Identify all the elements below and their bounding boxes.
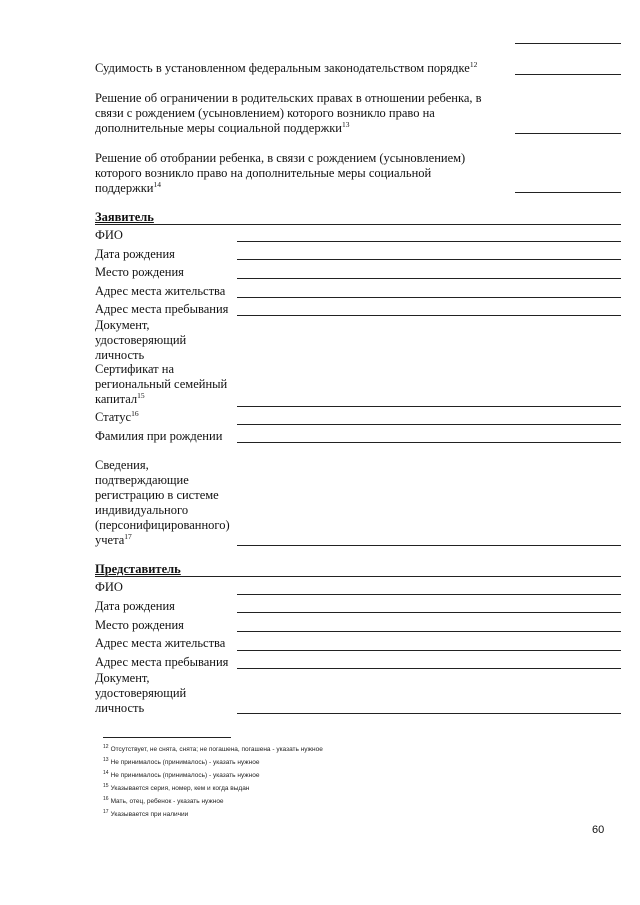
- applicant-id-doc-label: Документ, удостоверяющий личность: [95, 318, 187, 362]
- representative-birth-place-line: [237, 631, 621, 632]
- applicant-birth-surname-label: Фамилия при рождении: [95, 429, 223, 443]
- representative-birth-date-line: [237, 612, 621, 613]
- restriction-decision-label: Решение об ограничении в родительских правах в отношении ребенка, в связи с рождением (усыновлением) которого возникло право на дополнительные меры социальной поддержки$^{13}$: [95, 91, 482, 135]
- applicant-birth-place-label: Место рождения: [95, 265, 184, 279]
- footnote: $^{12}$ Отсутствует, не снята, снята; не погашена, погашена - указать нужное: [103, 743, 323, 753]
- applicant-residence-line: [237, 297, 621, 298]
- representative-fio-label: ФИО: [95, 580, 123, 594]
- applicant-heading: Заявитель: [95, 210, 154, 224]
- applicant-birth-date-line: [237, 259, 621, 260]
- removal-decision-label: Решение об отобрании ребенка, в связи с рождением (усыновлением) которого возникло право на дополнительные меры социальной поддержки$^{14}$: [95, 151, 466, 195]
- applicant-snils-label: Сведения, подтверждающие регистрацию в системе индивидуального (персонифицированного) учета$^{17}$: [95, 458, 230, 547]
- footnote-separator: [103, 737, 231, 738]
- applicant-birth-place-line: [237, 278, 621, 279]
- representative-residence-label: Адрес места жительства: [95, 636, 226, 650]
- answer-line: [515, 43, 621, 44]
- criminal-record-label: Судимость в установленном федеральным законодательством порядке$^{12}$: [95, 59, 478, 75]
- restriction-decision-answer-line: [515, 133, 621, 134]
- footnote: $^{13}$ Не принималось (принималось) - указать нужное: [103, 756, 260, 766]
- footnote: $^{14}$ Не принималось (принималось) - указать нужное: [103, 769, 260, 779]
- representative-id-doc-line: [237, 713, 621, 714]
- applicant-birth-surname-line: [237, 442, 621, 443]
- footnote: $^{16}$ Мать, отец, ребенок - указать нужное: [103, 795, 224, 805]
- applicant-stay-line: [237, 315, 621, 316]
- applicant-snils-line: [237, 545, 621, 546]
- applicant-stay-label: Адрес места пребывания: [95, 302, 229, 316]
- representative-id-doc-label: Документ, удостоверяющий личность: [95, 671, 187, 715]
- representative-birth-place-label: Место рождения: [95, 618, 184, 632]
- page-number: 60: [592, 824, 605, 836]
- representative-heading: Представитель: [95, 562, 181, 576]
- applicant-residence-label: Адрес места жительства: [95, 284, 226, 298]
- applicant-birth-date-label: Дата рождения: [95, 247, 175, 261]
- representative-residence-line: [237, 650, 621, 651]
- representative-birth-date-label: Дата рождения: [95, 599, 175, 613]
- footnote: $^{17}$ Указывается при наличии: [103, 808, 189, 818]
- applicant-status-line: [237, 424, 621, 425]
- representative-stay-line: [237, 668, 621, 669]
- applicant-certificate-label: Сертификат на региональный семейный капитал$^{15}$: [95, 362, 228, 406]
- removal-decision-answer-line: [515, 192, 621, 193]
- representative-fio-line: [237, 594, 621, 595]
- applicant-certificate-line: [237, 406, 621, 407]
- footnote: $^{15}$ Указывается серия, номер, кем и когда выдан: [103, 782, 250, 792]
- criminal-record-answer-line: [515, 74, 621, 75]
- representative-stay-label: Адрес места пребывания: [95, 655, 229, 669]
- applicant-status-label: Статус$^{16}$: [95, 408, 139, 424]
- applicant-fio-line: [237, 241, 621, 242]
- applicant-fio-label: ФИО: [95, 228, 123, 242]
- section-rule: [95, 224, 621, 225]
- section-rule: [95, 576, 621, 577]
